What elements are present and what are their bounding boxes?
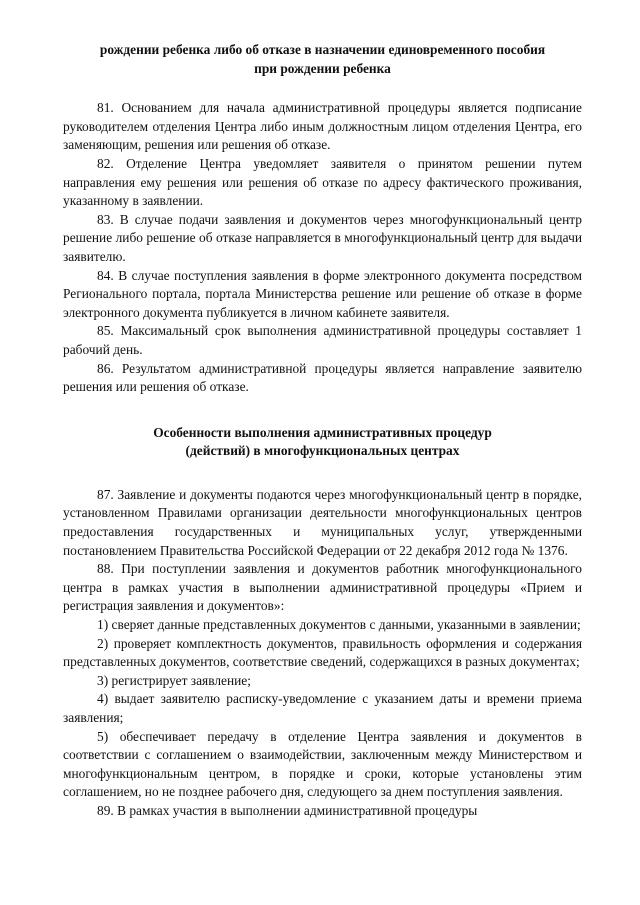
list-item-4: 4) выдает заявителю расписку-уведомление с указанием даты и времени приема заявления; — [63, 691, 582, 725]
paragraph-88: 88. При поступлении заявления и документов работник многофункционального центра в рамках участия в выполнении административной процедуры «Прием и регистрация заявления и документов»: — [63, 561, 582, 614]
heading-line: рождении ребенка либо об отказе в назначении единовременного пособия — [99, 42, 546, 57]
section-heading-decision — [63, 41, 582, 78]
paragraph-83: 83. В случае подачи заявления и документов через многофункциональный центр решение либо решение об отказе направляется в многофункциональный центр для выдачи заявителю. — [63, 211, 582, 264]
paragraph-82: 82. Отделение Центра уведомляет заявителя о принятом решении путем направления ему решения или решения об отказе по адресу фактического проживания, указанному в заявлении. — [63, 155, 582, 209]
paragraph-86: 86. Результатом административной процедуры является направление заявителю решения или решения об отказе. — [63, 360, 582, 395]
heading-line: (действий) в многофункциональных центрах — [185, 443, 460, 459]
paragraph-87: 87. Заявление и документы подаются через многофункциональный центр в порядке, установленном Правилами организации деятельности многофункциональных центров предоставления государственных и муниципальных услуг, утвержденными постановлением Правительства Российской Федерации от 22 декабря 2012 года № 1376. — [63, 486, 582, 558]
paragraph-84: 84. В случае поступления заявления в форме электронного документа посредством Регионального портала, портала Министерства решение или решение об отказе в форме электронного документа публикуется в личном кабинете заявителя. — [63, 267, 582, 320]
list-item-3: 3) регистрирует заявление; — [97, 672, 251, 688]
paragraph-81: 81. Основанием для начала административной процедуры является подписание руководителем отделения Центра либо иным должностным лицом отделения Центра, его заменяющим, решения или решения об отказе. — [63, 100, 582, 153]
paragraph-89: 89. В рамках участия в выполнении административной процедуры — [97, 802, 478, 818]
list-item-5: 5) обеспечивает передачу в отделение Центра заявления и документов в соответствии с соглашением о взаимодействии, заключенным между Министерством и многофункциональным центром, в порядке и сроки, которые установлены этим соглашением, но не позднее рабочего дня, следующего за днем поступления заявления. — [63, 728, 582, 800]
section-heading-mfc — [63, 424, 582, 461]
list-item-2: 2) проверяет комплектность документов, правильность оформления и содержания представленных документов, соответствие сведений, содержащихся в разных документах; — [63, 635, 582, 670]
list-item-1: 1) сверяет данные представленных документов с данными, указанными в заявлении; — [97, 617, 581, 633]
paragraph-85: 85. Максимальный срок выполнения административной процедуры составляет 1 рабочий день. — [63, 323, 582, 357]
heading-line: Особенности выполнения административных процедур — [153, 424, 492, 440]
heading-line: при рождении ребенка — [254, 60, 391, 76]
